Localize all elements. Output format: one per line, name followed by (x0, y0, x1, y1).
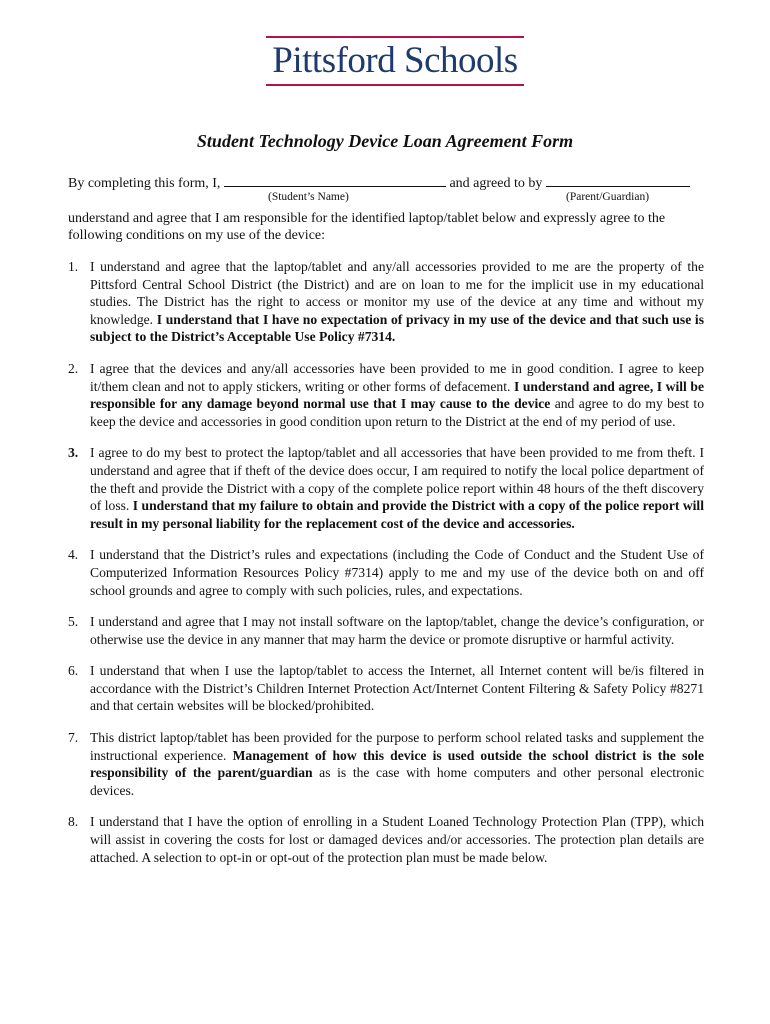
guardian-name-field[interactable] (546, 172, 690, 187)
condition-text: I agree to do my best to protect the laptop/tablet and all accessories that have been provided to me from theft. I understand and agree that if theft of the device does occur, I am required to notify the local police department of the theft and provide the District with a copy of the complete police report within 48 hours of the theft discovery of loss. (90, 445, 704, 514)
condition-item-7 (68, 729, 704, 799)
guardian-caption: (Parent/Guardian) (566, 191, 650, 203)
condition-item-4 (68, 546, 704, 599)
condition-bold-text: I understand and agree, I will be responsible for any damage beyond normal use that I may cause to the device (90, 378, 704, 412)
condition-item-2 (68, 360, 704, 430)
condition-text: I understand that I have the option of enrolling in a Student Loaned Technology Protection Plan (TPP), which will assist in covering the costs for lost or damaged devices and/or accessories. The protection plan details are attached. A selection to opt-in or opt-out of the protection plan must be made below. (90, 814, 704, 865)
condition-number: 4. (68, 547, 79, 563)
condition-number: 8. (68, 814, 79, 830)
condition-item-6 (68, 662, 704, 715)
condition-number: 5. (68, 614, 79, 630)
condition-number: 1. (68, 259, 79, 274)
student-name-caption: (Student’s Name) (268, 191, 349, 203)
logo-text: Pittsford Schools (272, 40, 518, 81)
condition-text: I understand that when I use the laptop/tablet to access the Internet, all Internet content will be/is filtered in accordance with the District’s Children Internet Protection Act/Internet Content Filtering & Safety Policy #8271 and that certain websites will be blocked/prohibited. (90, 663, 704, 714)
condition-item-1 (68, 258, 704, 346)
condition-text: I understand that the District’s rules and expectations (including the Code of Conduct and the Student Use of Computerized Information Resources Policy #7314) apply to me and my use of the device both on and off school grounds and agree to comply with such policies, rules, and expectations. (90, 547, 704, 598)
condition-bold-text: Management of how this device is used outside the school district is the sole responsibility of the parent/guardian (90, 747, 704, 781)
caption-line (68, 190, 704, 206)
condition-item-3 (68, 444, 704, 532)
condition-item-8 (68, 813, 704, 866)
condition-number: 2. (68, 360, 79, 376)
conditions-list (68, 258, 704, 880)
intro-middle-text: and agreed to by (449, 176, 543, 191)
condition-text: This district laptop/tablet has been provided for the purpose to perform school related tasks and supplement the instructional experience. (90, 730, 704, 763)
student-name-field[interactable] (224, 172, 446, 187)
condition-text: I understand and agree that I may not install software on the laptop/tablet, change the device’s configuration, or otherwise use the device in any manner that may harm the device or promote disruptive or harmful activity. (90, 614, 704, 647)
condition-bold-text: I understand that I have no expectation of privacy in my use of the device and that such use is subject to the District’s Acceptable Use Policy #7314. (90, 311, 704, 345)
condition-bold-text: I understand that my failure to obtain and provide the District with a copy of the police report will result in my personal liability for the replacement cost of the device and accessories. (90, 498, 704, 531)
intro-continuation: understand and agree that I am responsible for the identified laptop/tablet below and expressly agree to the following conditions on my use of the device: (68, 211, 666, 243)
intro-start-text: By completing this form, I, (68, 176, 221, 191)
logo-bottom-rule (266, 84, 524, 86)
condition-item-5 (68, 613, 704, 648)
condition-after-text: and agree to do my best to keep the device and accessories in good condition upon return to the District at the end of my period of use. (90, 396, 704, 429)
intro-section (68, 172, 704, 244)
condition-number: 3. (68, 445, 79, 461)
condition-after-text: as is the case with home computers and other personal electronic devices. (90, 765, 705, 798)
condition-number: 6. (68, 663, 79, 679)
condition-text: I agree that the devices and any/all accessories have been provided to me in good condition. I agree to keep it/them clean and not to apply stickers, writing or other forms of defacement. (90, 360, 704, 394)
intro-line (68, 172, 704, 190)
condition-text: I understand and agree that the laptop/tablet and any/all accessories provided to me are the property of the Pittsford Central School District (the District) and are on loan to me for the implicit use in my educational studies. The District has the right to access or monitor my use of the device at any time and without my knowledge. (90, 259, 704, 327)
condition-number: 7. (68, 730, 79, 746)
form-title: Student Technology Device Loan Agreement Form (196, 131, 574, 151)
district-logo (266, 36, 524, 86)
